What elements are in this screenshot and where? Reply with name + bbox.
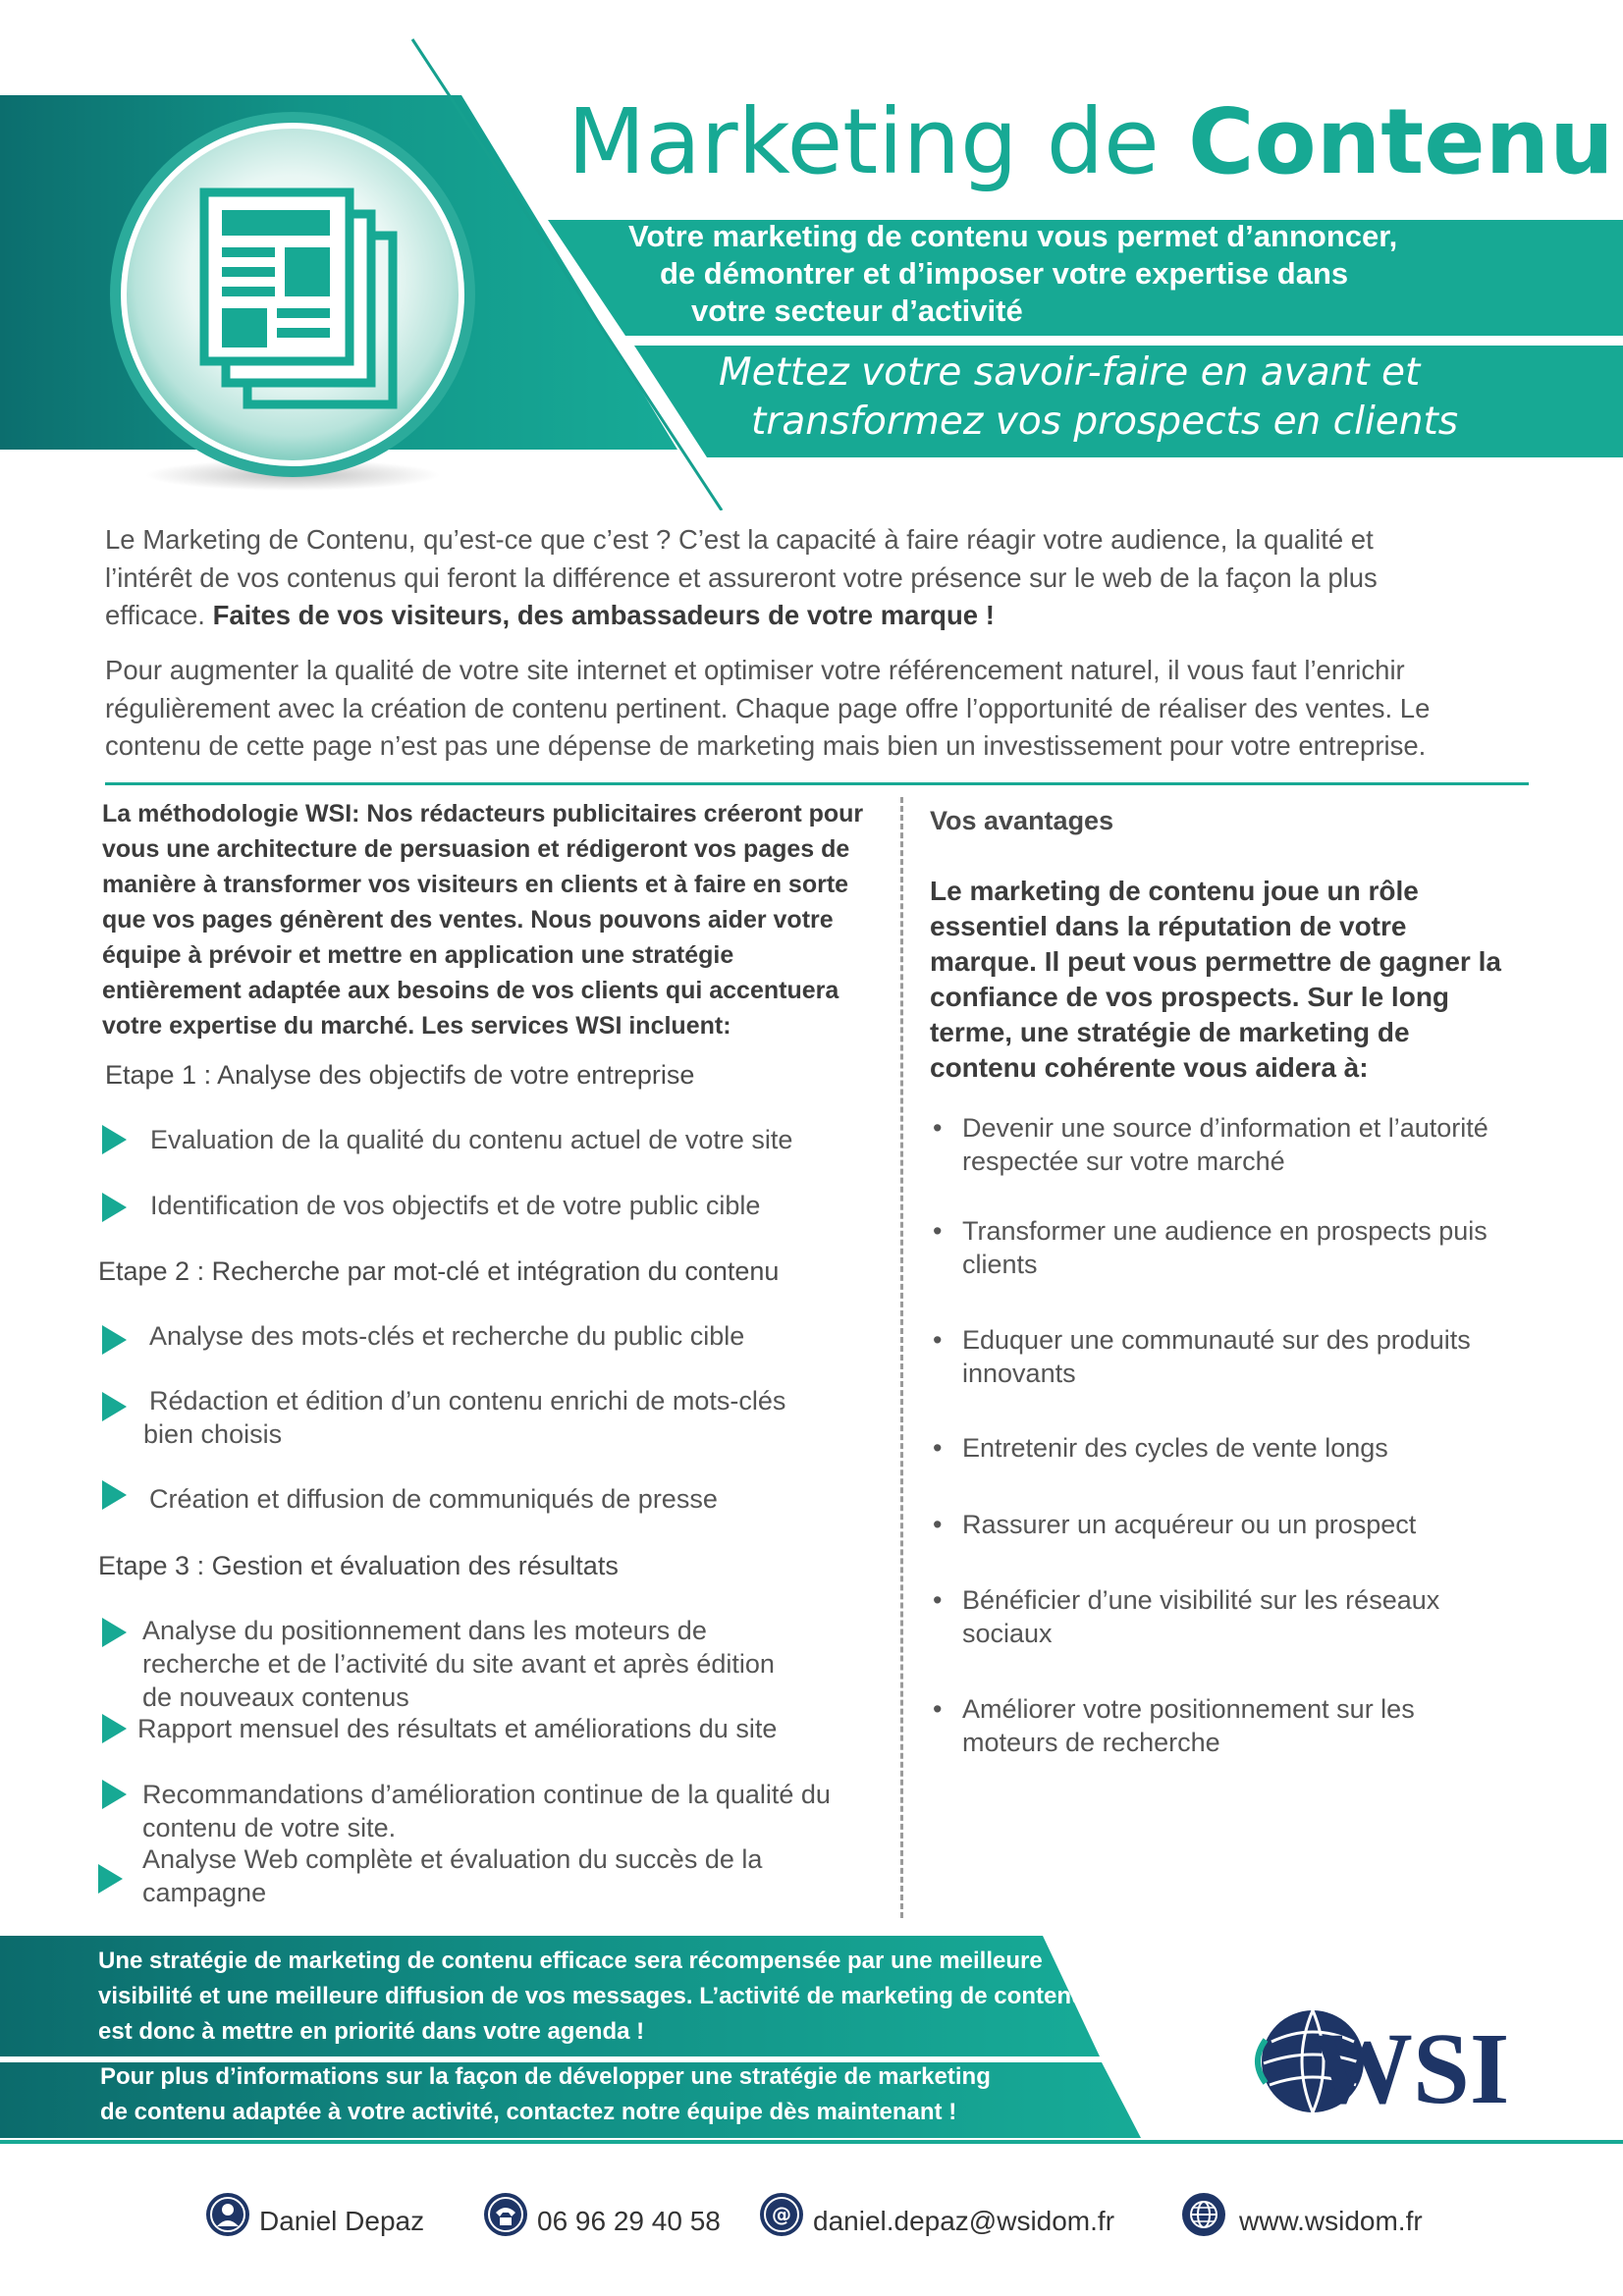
- triangle-bullet-icon: [102, 1780, 127, 1809]
- bullet-dot-icon: •: [933, 1113, 943, 1143]
- step-2-item: Création et diffusion de communiqués de presse: [102, 1482, 888, 1516]
- user-icon: [204, 2191, 251, 2238]
- globe-icon: [1180, 2191, 1227, 2238]
- section-divider: [105, 782, 1529, 785]
- step-2-title: Etape 2 : Recherche par mot-clé et intégration du contenu: [98, 1256, 780, 1286]
- triangle-bullet-icon: [102, 1480, 127, 1510]
- triangle-bullet-icon: [102, 1325, 127, 1355]
- email-icon: [758, 2191, 805, 2238]
- advantages-title: Vos avantages: [930, 806, 1114, 835]
- triangle-bullet-icon: [98, 1864, 123, 1894]
- bullet-dot-icon: •: [933, 1325, 943, 1355]
- step-1-item: Evaluation de la qualité du contenu actuel de votre site: [102, 1123, 888, 1156]
- wsi-logo: [1252, 2002, 1517, 2118]
- step-3-title: Etape 3 : Gestion et évaluation des résultats: [98, 1551, 619, 1580]
- footer-message: Une stratégie de marketing de contenu efficace sera récompensée par une meilleure visibilité et une meilleure diffusion de vos messages. L’activité de marketing de contenu est donc à mettre en priorité dans votre agenda !: [98, 1948, 1086, 2045]
- step-2-item: Rédaction et édition d’un contenu enrichi de mots-clés bien choisis: [102, 1384, 888, 1451]
- advantage-item: • Transformer une audience en prospects puis clients: [933, 1216, 1488, 1279]
- advantage-item: • Devenir une source d’information et l’autorité respectée sur votre marché: [933, 1113, 1488, 1176]
- footer-call-to-action: Pour plus d’informations sur la façon de développer une stratégie de marketing de contenu adaptée à votre activité, contactez notre équipe dès maintenant !: [100, 2063, 991, 2125]
- bullet-dot-icon: •: [933, 1216, 943, 1246]
- bullet-dot-icon: •: [933, 1694, 943, 1724]
- step-3-item: Recommandations d’amélioration continue de la qualité du contenu de votre site.: [102, 1778, 888, 1844]
- advantage-item: • Entretenir des cycles de vente longs: [933, 1433, 1388, 1463]
- advantage-item: • Eduquer une communauté sur des produits innovants: [933, 1325, 1471, 1388]
- contact-name: Daniel Depaz: [204, 2191, 460, 2240]
- phone-icon: [482, 2191, 529, 2238]
- triangle-bullet-icon: [102, 1193, 127, 1222]
- triangle-bullet-icon: [102, 1125, 127, 1154]
- intro-paragraph-2: Pour augmenter la qualité de votre site internet et optimiser votre référencement naturel, il vous faut l’enrichir régulièrement avec la création de contenu pertinent. Chaque page offre l’opportunité de réaliser des ventes. Le contenu de cette page n’est pas une dépense de marketing mais bien un investissement pour votre entreprise.: [105, 655, 1431, 761]
- step-2-item: Analyse des mots-clés et recherche du public cible: [102, 1319, 888, 1353]
- header-tagline: Votre marketing de contenu vous permet d’annoncer, de démontrer et d’imposer votre expertise dans votre secteur d’activité: [628, 219, 1398, 328]
- bullet-dot-icon: •: [933, 1433, 943, 1463]
- contact-email[interactable]: @ daniel.depaz@wsidom.fr: [758, 2191, 1170, 2240]
- header-slogan: Mettez votre savoir-faire en avant et transformez vos prospects en clients: [719, 350, 1459, 444]
- triangle-bullet-icon: [102, 1392, 127, 1421]
- advantage-item: • Améliorer votre positionnement sur les moteurs de recherche: [933, 1694, 1415, 1757]
- step-1-item: Identification de vos objectifs et de votre public cible: [102, 1189, 888, 1222]
- newspaper-icon: [196, 187, 403, 412]
- methodology-paragraph: La méthodologie WSI: Nos rédacteurs publicitaires créeront pour vous une architecture de persuasion et rédigeront vos pages de manière à transformer vos visiteurs en clients et à faire en sorte que vos pages génèrent des ventes. Nous pouvons aider votre équipe à prévoir et mettre en application une stratégie entièrement adaptée aux besoins de vos clients qui accentuera votre expertise du marché. Les services WSI incluent:: [102, 800, 864, 1040]
- advantage-item: • Bénéficier d’une visibilité sur les réseaux sociaux: [933, 1585, 1440, 1648]
- triangle-bullet-icon: [102, 1618, 127, 1647]
- step-3-item: Analyse du positionnement dans les moteurs de recherche et de l’activité du site avant et après édition de nouveaux contenus: [102, 1614, 888, 1714]
- step-3-item: Analyse Web complète et évaluation du succès de la campagne: [102, 1842, 888, 1909]
- triangle-bullet-icon: [102, 1714, 127, 1743]
- contact-website[interactable]: www.wsidom.fr: [1180, 2191, 1475, 2240]
- svg-text:@: @: [772, 2203, 791, 2226]
- step-3-item: Rapport mensuel des résultats et améliorations du site: [102, 1712, 888, 1745]
- bullet-dot-icon: •: [933, 1510, 943, 1539]
- column-divider: [900, 797, 903, 1918]
- intro-paragraph-1: Le Marketing de Contenu, qu’est-ce que c’est ? C’est la capacité à faire réagir votre audience, la qualité et l’intérêt de vos contenus qui feront la différence et assureront votre présence sur le web de la façon la plus efficace. Faites de vos visiteurs, des ambassadeurs de votre marque !: [105, 524, 1378, 630]
- bullet-dot-icon: •: [933, 1585, 943, 1615]
- page-title: Marketing de Contenu: [568, 89, 1614, 194]
- advantages-intro: Le marketing de contenu joue un rôle essentiel dans la réputation de votre marque. Il peut vous permettre de gagner la confiance de vos prospects. Sur le long terme, une stratégie de marketing de contenu cohérente vous aidera à:: [930, 876, 1501, 1083]
- step-1-title: Etape 1 : Analyse des objectifs de votre entreprise: [105, 1060, 695, 1090]
- contact-phone[interactable]: 06 96 29 40 58: [482, 2191, 737, 2240]
- advantage-item: • Rassurer un acquéreur ou un prospect: [933, 1510, 1417, 1539]
- svg-text:WSI: WSI: [1311, 2012, 1510, 2118]
